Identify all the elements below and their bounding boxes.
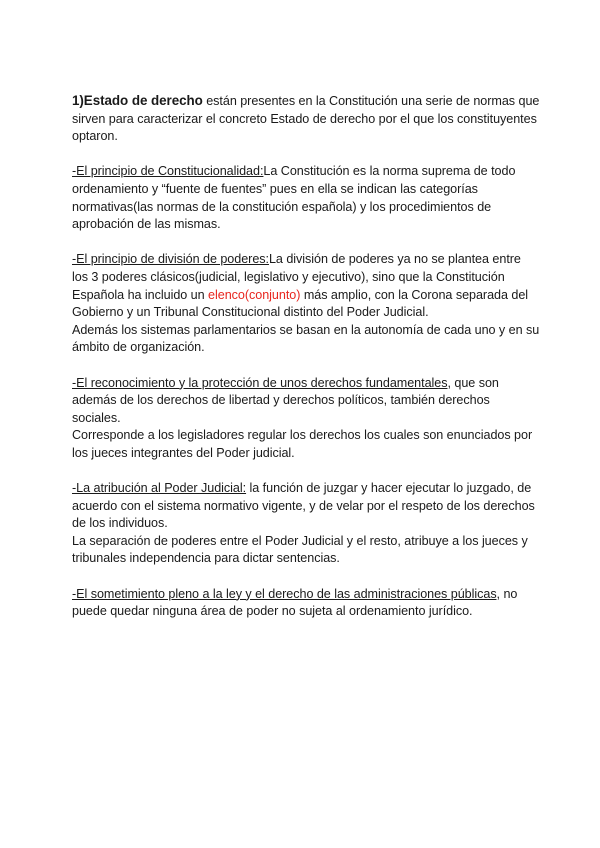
poder-judicial-text: la función de juzgar y hacer ejecutar lo juzgado, de acuerdo con el sistema normativo vigente, y de velar por el respeto de los derechos de los individuos. [72,481,535,531]
intro-paragraph [72,92,540,146]
sometimiento-text: no puede quedar ninguna área de poder no sujeta al ordenamiento jurídico. [72,586,518,619]
constitucionalidad-text: La Constitución es la norma suprema de todo ordenamiento y “fuente de fuentes” pues en ella se indican las categorías normativas(las normas de la constitución española) y los procedimientos de aprobación de las mismas. [72,164,516,232]
derechos-fundamentales-section [72,375,540,463]
constitucionalidad-paragraph [72,163,540,233]
poder-judicial-paragraph [72,480,540,533]
document-heading: 1)Estado de derecho [72,93,203,108]
poder-judicial-section [72,480,540,568]
poder-judicial-paragraph-2: La separación de poderes entre el Poder Judicial y el resto, atribuye a los jueces y tribunales independencia para dictar sentencias. [72,533,528,566]
sometimiento-title: -El sometimiento pleno a la ley y el derecho de las administraciones públicas, [72,586,501,601]
sometimiento-paragraph [72,586,540,621]
division-poderes-text-before: La división de poderes ya no se plantea entre los 3 poderes clásicos(judicial, legislativo y ejecutivo), sino que la Constitución Española ha incluido un [72,252,521,302]
division-poderes-section [72,251,540,357]
division-poderes-paragraph [72,251,540,321]
derechos-fundamentales-title: -El reconocimiento y la protección de unos derechos fundamentales [72,375,448,390]
highlighted-term: elenco(conjunto) [208,287,301,302]
division-poderes-title: -El principio de división de poderes: [72,252,269,267]
poder-judicial-title: -La atribución al Poder Judicial: [72,481,247,496]
derechos-fundamentales-paragraph [72,375,540,428]
division-poderes-paragraph-2: Además los sistemas parlamentarios se basan en la autonomía de cada uno y en su ámbito de organización. [72,322,540,355]
derechos-fundamentales-text: , que son además de los derechos de libertad y derechos políticos, también derechos sociales. [72,375,499,425]
intro-text: están presentes en la Constitución una serie de normas que sirven para caracterizar el concreto Estado de derecho por el que los constituyentes optaron. [72,94,540,144]
constitucionalidad-title: -El principio de Constitucionalidad: [72,164,264,179]
division-poderes-text-after: más amplio, con la Corona separada del Gobierno y un Tribunal Constitucional distinto del Poder Judicial. [72,287,529,320]
derechos-fundamentales-paragraph-2: Corresponde a los legisladores regular los derechos los cuales son enunciados por los jueces integrantes del Poder judicial. [72,428,533,460]
